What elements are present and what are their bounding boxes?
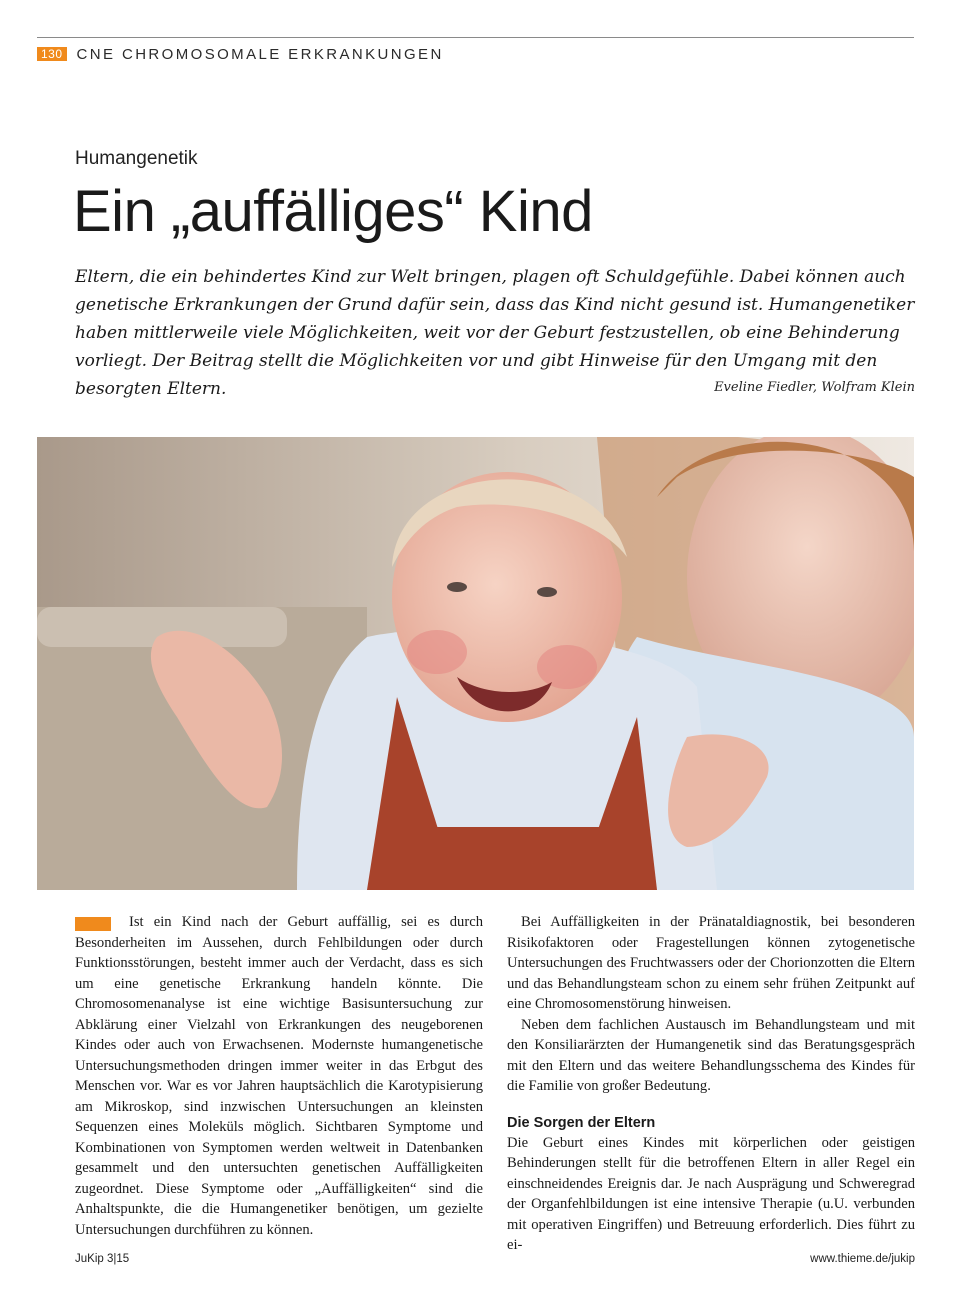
section-subheading: Die Sorgen der Eltern [507, 1114, 656, 1131]
page-number: 130 [37, 47, 67, 61]
body-column-right [507, 912, 915, 1256]
top-rule [37, 37, 914, 38]
article-lead: Eltern, die ein behindertes Kind zur Welt bringen, plagen oft Schuldgefühle. Dabei können auch genetische Erkrankungen der Grund dafür sein, dass das Kind nicht gesund ist. Humangenetiker haben mittlerweile viele Möglichkeiten, weit vor der Geburt festzustellen, ob eine Behinderung vorliegt. Der Beitrag stellt die Möglichkeiten vor und gibt Hinweise für den Umgang mit den besorgten Eltern. [75, 267, 915, 399]
body-paragraph: Bei Auffälligkeiten in der Pränataldiagnostik, bei besonderen Risikofaktoren oder Fragestellungen können zytogenetische Untersuchungen des Fruchtwassers oder der Chorionzotten die Eltern und das Behandlungsteam schon zu einem sehr frühen Zeitpunkt auf eine Chromosomenstörung hinweisen. [507, 914, 915, 1012]
body-paragraph: Die Geburt eines Kindes mit körperlichen oder geistigen Behinderungen stellt für die betroffenen Eltern in aller Regel ein einschneidendes Ereignis dar. Je nach Ausprägung und Schweregrad der Organfehlbildungen ist eine intensive Therapie (u.U. verbunden mit operativen Eingriffen) und Betreuung erforderlich. Dies führt zu ei- [507, 1134, 915, 1253]
body-paragraph: Neben dem fachlichen Austausch im Behandlungsteam und mit den Konsiliarärzten der Humangenetik sind das Beratungsgespräch mit den Eltern und das weitere Behandlungsschema des Kindes für die Familie von großer Bedeutung. [507, 1016, 915, 1094]
article-kicker: Humangenetik [75, 148, 198, 169]
article-photo [37, 437, 914, 890]
footer-journal: JuKip 3|15 [75, 1253, 130, 1265]
article-authors: Eveline Fiedler, Wolfram Klein [714, 380, 915, 395]
footer-url: www.thieme.de/jukip [810, 1253, 915, 1265]
section-title: CNE CHROMOSOMALE ERKRANKUNGEN [76, 45, 444, 63]
running-header [37, 45, 444, 63]
body-paragraph: Ist ein Kind nach der Geburt auffällig, sei es durch Besonderheiten im Aussehen, durch Fehlbildungen oder durch Funktionsstörungen, besteht immer auch der Verdacht, dass es sich um eine genetische Erkrankung handeln könnte. Die Chromosomenanalyse ist eine wichtige Basisuntersuchung zur Abklärung einer Vielzahl von Erkrankungen des neugeborenen Kindes oder auch von Erwachsenen. Modernste humangenetische Untersuchungsmethoden dringen immer weiter in das Erbgut des Menschen vor. War es vor Jahren hauptsächlich die Karotypisierung am Mikroskop, sind inzwischen Untersuchungen an kleinsten Sequenzen eines Moleküls möglich. Sichtbaren Symptome und Kombinationen von Symptomen werden weltweit in Datenbanken gesammelt und den untersuchten genetischen Auffälligkeiten zugeordnet. Diese Symptome oder „Auffälligkeiten“ sind die Anhaltspunkte, die die Humangenetiker benötigen, um gezielte Untersuchungen durchführen zu können. [75, 914, 483, 1238]
article-title: Ein „auffälliges“ Kind [73, 179, 593, 244]
body-column-left [75, 912, 483, 1240]
photo-illustration [37, 437, 914, 890]
